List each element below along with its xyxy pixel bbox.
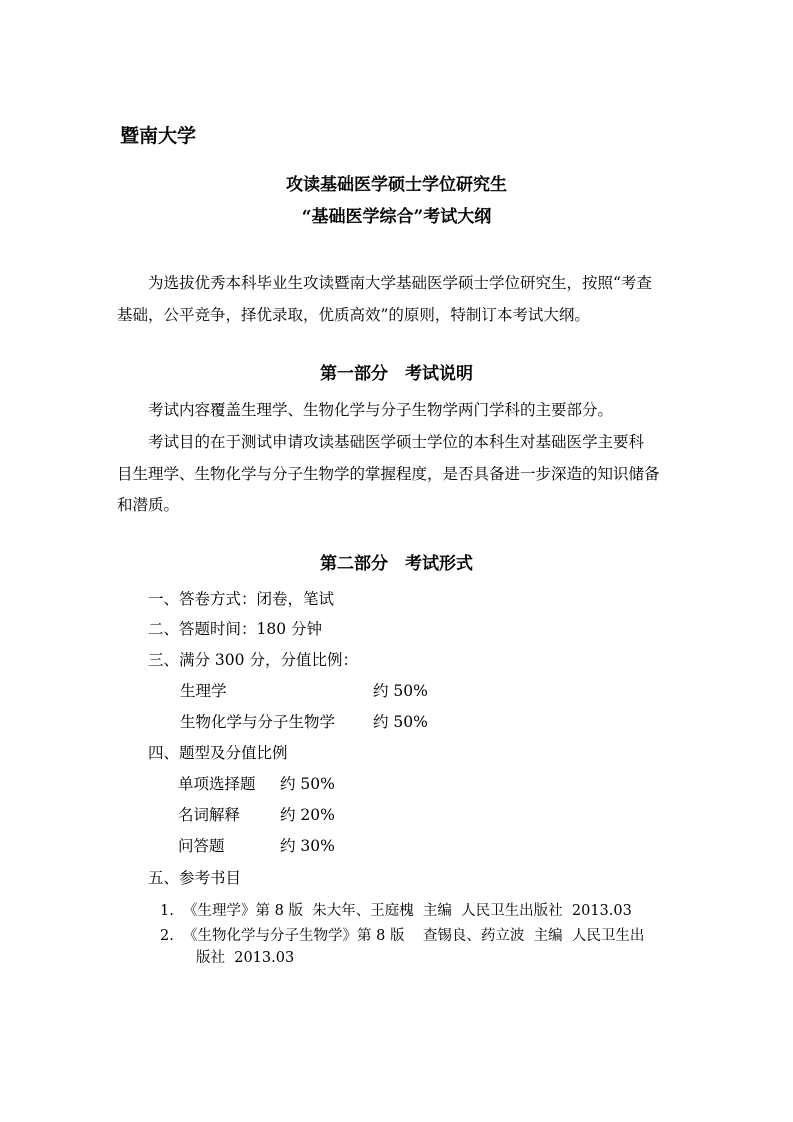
exam-item: 四、题型及分值比例 bbox=[148, 744, 288, 762]
type-ratio: 约 30% bbox=[280, 837, 335, 855]
type-ratio: 约 50% bbox=[280, 775, 335, 793]
part1-para: 目生理学、生物化学与分子生物学的掌握程度，是否具备进一步深造的知识储备 bbox=[117, 465, 660, 483]
subject-name: 生理学 bbox=[180, 682, 227, 700]
doc-title-line1: 攻读基础医学硕士学位研究生 bbox=[286, 175, 507, 195]
type-ratio: 约 20% bbox=[280, 806, 335, 824]
exam-item: 三、满分 300 分，分值比例： bbox=[148, 651, 358, 669]
exam-item: 二、答题时间：180 分钟 bbox=[148, 620, 323, 638]
intro-line: 基础，公平竞争，择优录取，优质高效”的原则，特制订本考试大纲。 bbox=[117, 306, 590, 324]
part2-heading: 第二部分 考试形式 bbox=[320, 554, 473, 574]
reference-item-cont: 版社 2013.03 bbox=[196, 950, 295, 966]
type-name: 名词解释 bbox=[178, 806, 241, 824]
subject-ratio: 约 50% bbox=[373, 713, 428, 731]
part1-heading: 第一部分 考试说明 bbox=[320, 364, 473, 384]
intro-line: 为选拔优秀本科毕业生攻读暨南大学基础医学硕士学位研究生，按照“考查 bbox=[148, 274, 652, 292]
reference-item: 2. 《生物化学与分子生物学》第 8 版 查锡良、药立波 主编 人民卫生出 bbox=[160, 928, 645, 944]
type-name: 问答题 bbox=[178, 837, 225, 855]
part1-para: 考试内容覆盖生理学、生物化学与分子生物学两门学科的主要部分。 bbox=[148, 401, 614, 419]
exam-item: 一、答卷方式：闭卷，笔试 bbox=[148, 590, 335, 608]
subject-name: 生物化学与分子生物学 bbox=[180, 713, 336, 731]
university-name: 暨南大学 bbox=[120, 125, 197, 147]
exam-item: 五、参考书目 bbox=[148, 869, 242, 887]
doc-title-line2: “基础医学综合”考试大纲 bbox=[301, 207, 492, 227]
subject-ratio: 约 50% bbox=[373, 682, 428, 700]
type-name: 单项选择题 bbox=[178, 775, 256, 793]
part1-para: 考试目的在于测试申请攻读基础医学硕士学位的本科生对基础医学主要科 bbox=[148, 433, 645, 451]
part1-para: 和潜质。 bbox=[117, 496, 180, 514]
reference-item: 1. 《生理学》第 8 版 朱大年、王庭槐 主编 人民卫生出版社 2013.03 bbox=[160, 903, 632, 919]
